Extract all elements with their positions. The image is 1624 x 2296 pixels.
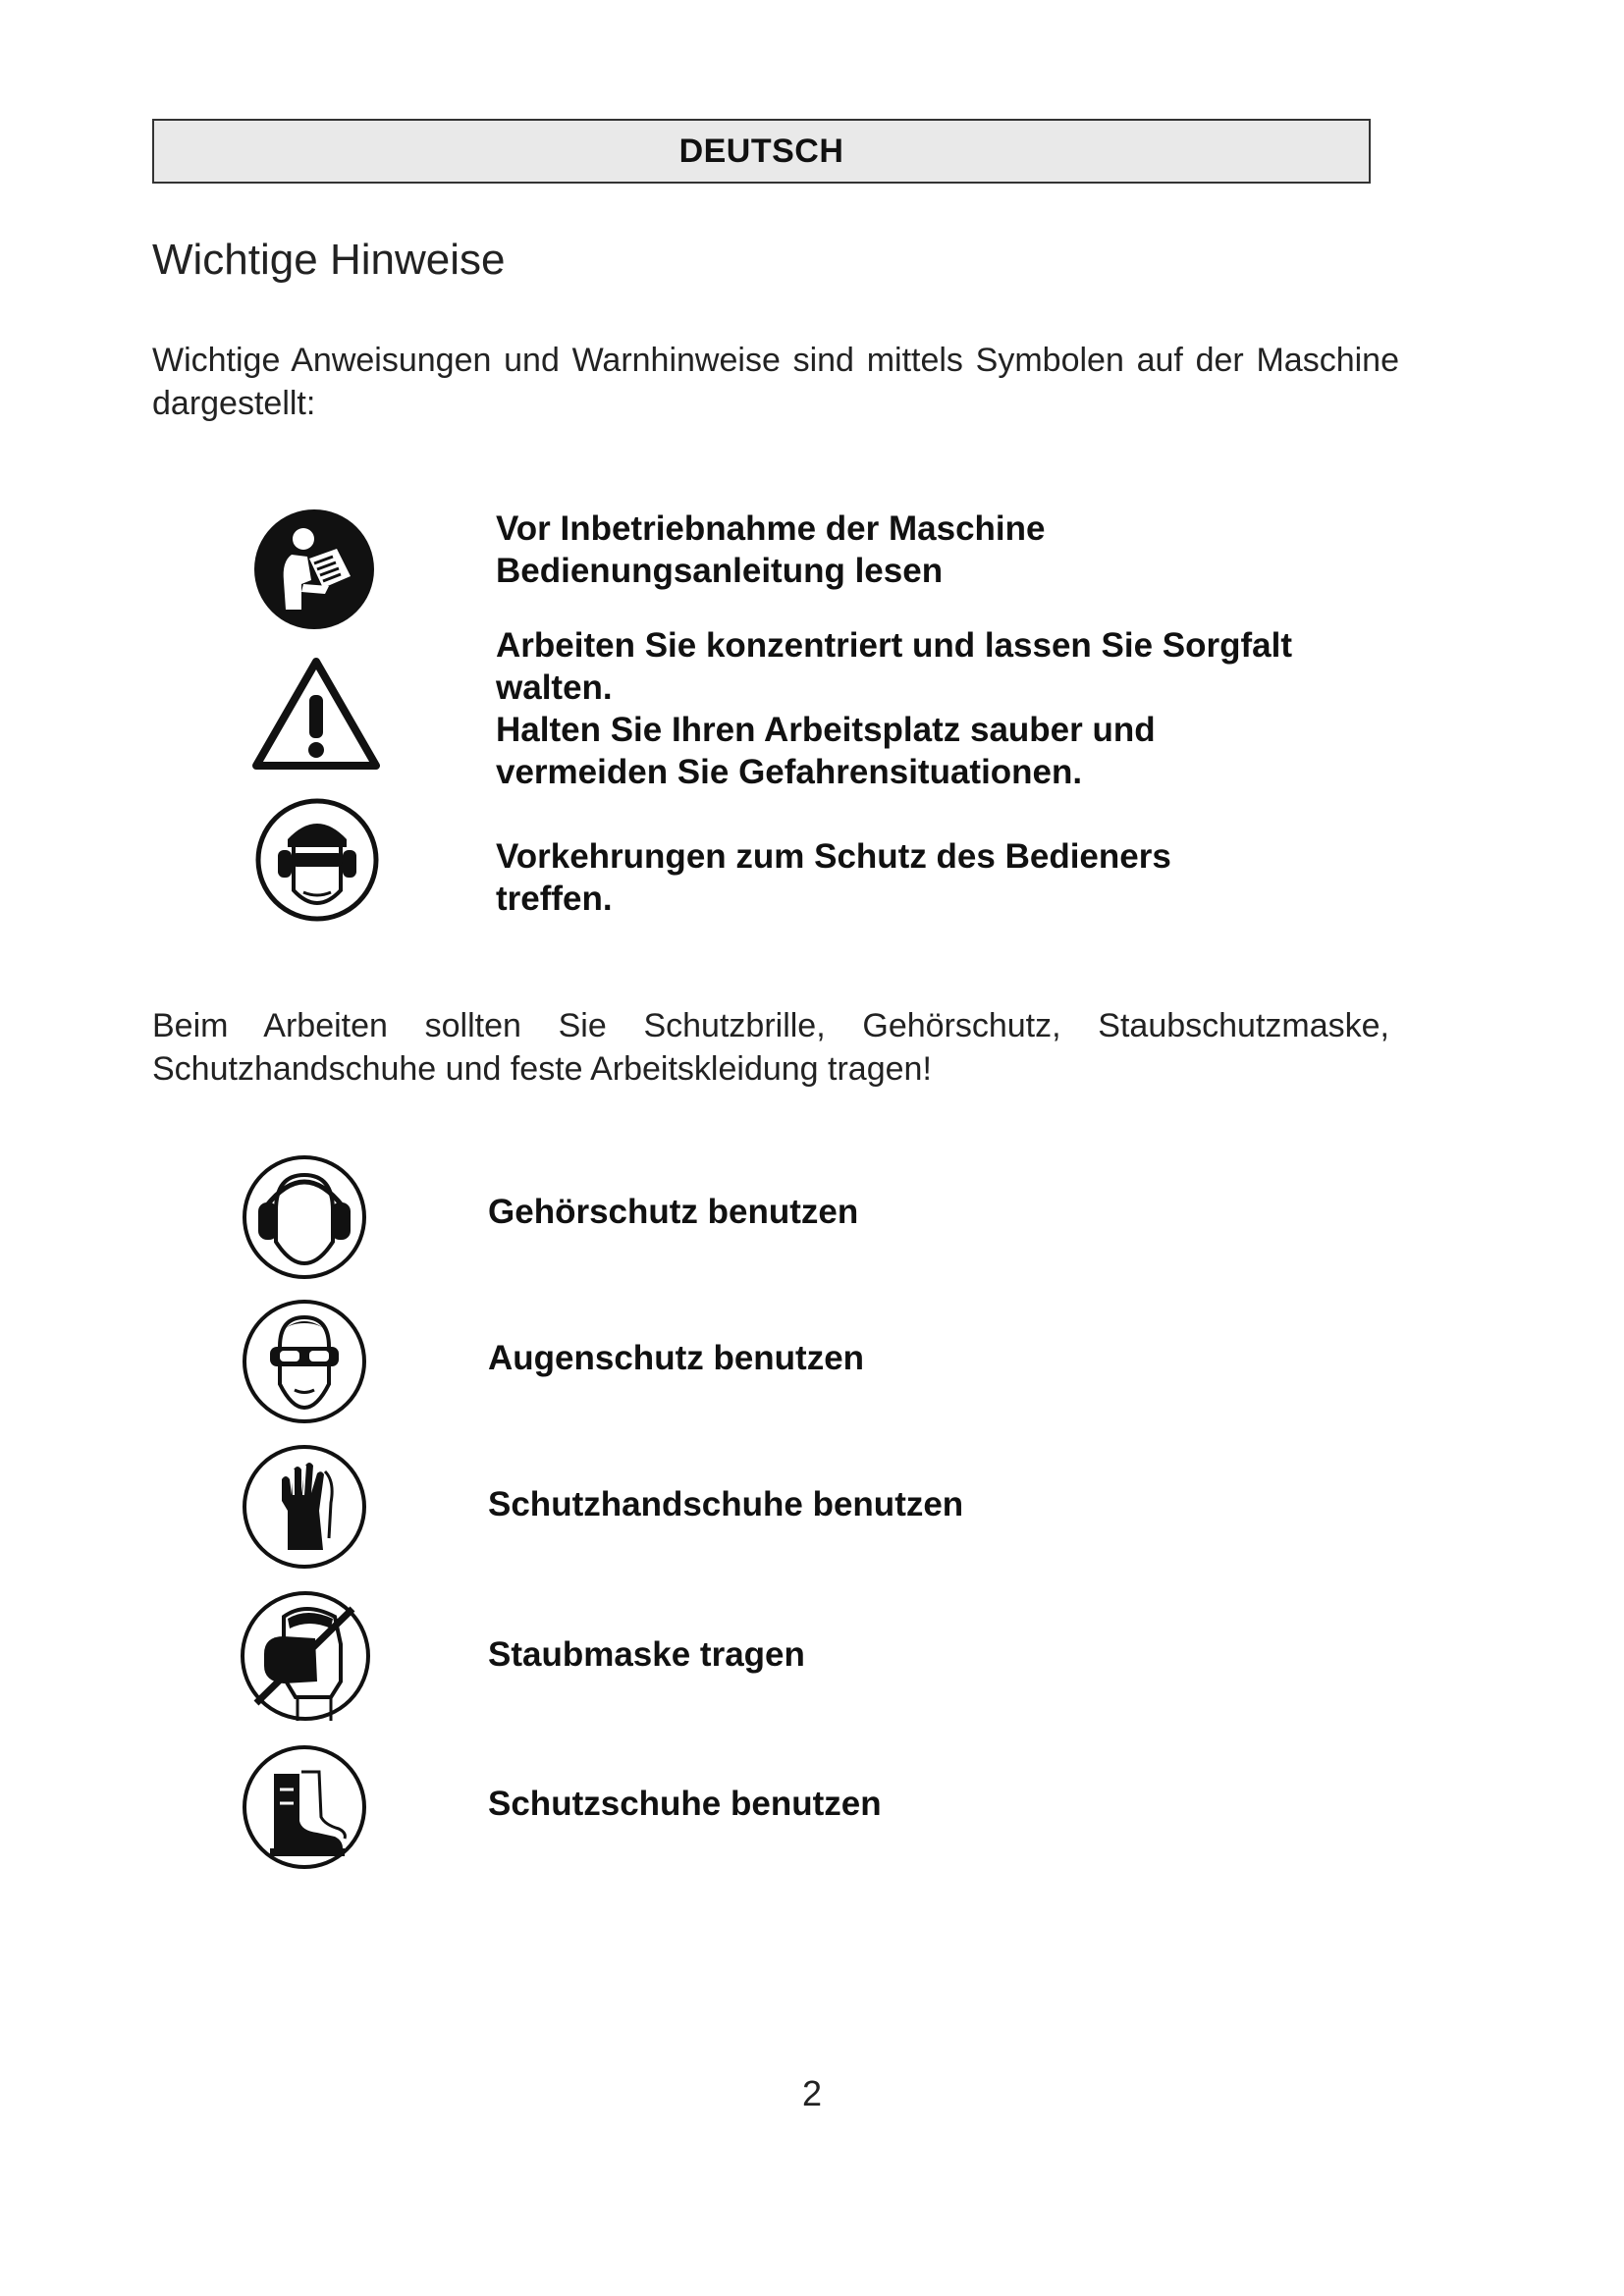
read-manual-icon — [252, 507, 376, 631]
ppe-label-gloves: Schutzhandschuhe benutzen — [488, 1485, 964, 1523]
notice-line: Vorkehrungen zum Schutz des Bedieners — [496, 837, 1171, 876]
hearing-protection-icon — [241, 1153, 368, 1281]
notice-line: vermeiden Sie Gefahrensituationen. — [496, 753, 1083, 791]
notice-line: Arbeiten Sie konzentriert und lassen Sie Sorgfalt — [496, 626, 1293, 665]
language-label: DEUTSCH — [678, 132, 844, 170]
dust-mask-icon — [237, 1587, 374, 1729]
notice-line: Halten Sie Ihren Arbeitsplatz sauber und — [496, 711, 1156, 749]
notice-line: walten. — [496, 668, 613, 707]
ppe-label-hearing: Gehörschutz benutzen — [488, 1193, 859, 1231]
safety-boots-icon — [241, 1742, 368, 1872]
ppe-label-dust-mask: Staubmaske tragen — [488, 1635, 805, 1674]
ppe-paragraph: Beim Arbeiten sollten Sie Schutzbrille, Gehörschutz, Staubschutzmaske, Schutzhandschuhe und feste Arbeitskleidung tragen! — [152, 1007, 1389, 1088]
ppe-label-eyes: Augenschutz benutzen — [488, 1339, 865, 1377]
warning-triangle-icon — [250, 656, 382, 772]
notice-read-manual — [496, 507, 1046, 592]
notice-line: treffen. — [496, 880, 613, 918]
language-banner — [152, 119, 1371, 184]
gloves-icon — [241, 1442, 368, 1572]
page-number: 2 — [801, 2073, 823, 2113]
ppe-label-boots: Schutzschuhe benutzen — [488, 1785, 882, 1823]
notice-line: Bedienungsanleitung lesen — [496, 552, 944, 590]
notice-line: Vor Inbetriebnahme der Maschine — [496, 509, 1046, 548]
section-title: Wichtige Hinweise — [152, 236, 506, 284]
intro-paragraph: Wichtige Anweisungen und Warnhinweise sind mittels Symbolen auf der Maschine dargestellt: — [152, 342, 1399, 422]
notice-caution — [496, 624, 1292, 793]
operator-protection-icon — [254, 796, 380, 924]
eye-protection-icon — [241, 1298, 368, 1425]
notice-operator-protection — [496, 835, 1171, 920]
